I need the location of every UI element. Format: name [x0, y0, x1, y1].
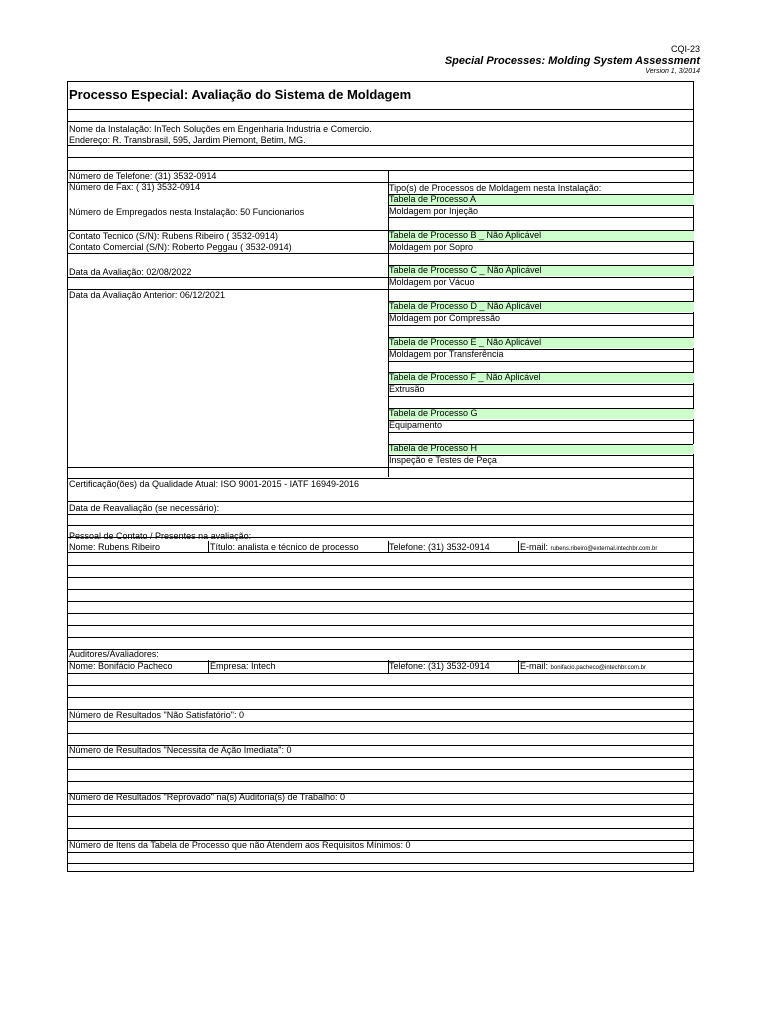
process-name-h: Inspeção e Testes de Peça [389, 455, 497, 465]
contact-name: Nome: Rubens Ribeiro [69, 542, 161, 552]
failed-job-audit-count: Número de Resultados "Reprovado" na(s) Auditoria(s) de Trabalho: 0 [69, 792, 346, 802]
process-table-h: Tabela de Processo H [389, 443, 478, 453]
contact-title: Título: analista e técnico de processo [210, 542, 359, 552]
process-table-a: Tabela de Processo A [389, 194, 477, 204]
contact-phone: Telefone: (31) 3532-0914 [389, 542, 490, 552]
process-table-f: Tabela de Processo F _ Não Aplicável [389, 372, 541, 382]
employee-count: Número de Empregados nesta Instalação: 50 Funcionarios [69, 207, 305, 217]
items-not-meeting-count: Número de Itens da Tabela de Processo que não Atendem aos Requisitos Mínimos: 0 [69, 840, 411, 850]
quality-certification: Certificação(ões) da Qualidade Atual: ISO 9001-2015 - IATF 16949-2016 [69, 479, 360, 489]
form-code: CQI-23 [670, 44, 700, 54]
contact-email: rubens.ribeiro@external.intechbr.com.br [550, 546, 658, 552]
auditor-name: Nome: Bonifácio Pacheco [69, 661, 173, 671]
process-name-g: Equipamento [389, 420, 443, 430]
process-table-g: Tabela de Processo G [389, 408, 478, 418]
immediate-action-count: Número de Resultados "Necessita de Ação Imediata": 0 [69, 745, 292, 755]
contacts-label: Pessoal de Contato / Presentes na avaliação: [69, 531, 252, 541]
process-name-c: Moldagem por Vácuo [389, 277, 475, 287]
technical-contact: Contato Tecnico (S/N): Rubens Ribeiro ( 3532-0914) [69, 231, 278, 241]
process-name-e: Moldagem por Transferência [389, 349, 504, 359]
facility-address: Endereço: R. Transbrasil, 595, Jardim Piemont, Betim, MG. [69, 135, 306, 145]
fax-number: Número de Fax: ( 31) 3532-0914 [69, 182, 201, 192]
auditor-company: Empresa: Intech [210, 661, 276, 671]
form-title: Processo Especial: Avaliação do Sistema de Moldagem [69, 87, 412, 102]
reassessment-date: Data de Reavaliação (se necessário): [69, 503, 220, 513]
phone-number: Número de Telefone: (31) 3532-0914 [69, 171, 217, 181]
assessment-date: Data da Avaliação: 02/08/2022 [69, 267, 192, 277]
contact-email-label: E-mail: rubens.ribeiro@external.intechbr.com.br [520, 542, 658, 552]
auditors-label: Auditores/Avaliadores: [69, 649, 159, 659]
process-name-a: Moldagem por Injeção [389, 206, 479, 216]
auditor-email-label: E-mail: bonifacio.pacheco@intechbr.com.br [520, 661, 647, 671]
process-name-f: Extrusão [389, 384, 425, 394]
auditor-email: bonifacio.pacheco@intechbr.com.br [550, 665, 647, 671]
form-heading: Special Processes: Molding System Assessment [444, 55, 700, 67]
process-table-b: Tabela de Processo B _ Não Aplicável [389, 230, 542, 240]
facility-name: Nome da Instalação: InTech Soluções em Engenharia Industria e Comercio. [69, 124, 372, 134]
process-types-label: Tipo(s) de Processos de Moldagem nesta Instalação: [389, 183, 602, 193]
form-version: Version 1, 3/2014 [645, 68, 700, 75]
process-name-d: Moldagem por Compressão [389, 313, 501, 323]
unsatisfactory-count: Número de Resultados "Não Satisfatório": 0 [69, 710, 244, 720]
process-table-d: Tabela de Processo D _ Não Aplicável [389, 301, 542, 311]
commercial-contact: Contato Comercial (S/N): Roberto Peggau ( 3532-0914) [69, 242, 292, 252]
previous-assessment-date: Data da Avaliação Anterior: 06/12/2021 [69, 290, 225, 300]
assessment-form [67, 81, 694, 872]
process-name-b: Moldagem por Sopro [389, 242, 474, 252]
process-table-c: Tabela de Processo C _ Não Aplicável [389, 265, 542, 275]
auditor-phone: Telefone: (31) 3532-0914 [389, 661, 490, 671]
process-table-e: Tabela de Processo E _ Não Aplicável [389, 337, 542, 347]
